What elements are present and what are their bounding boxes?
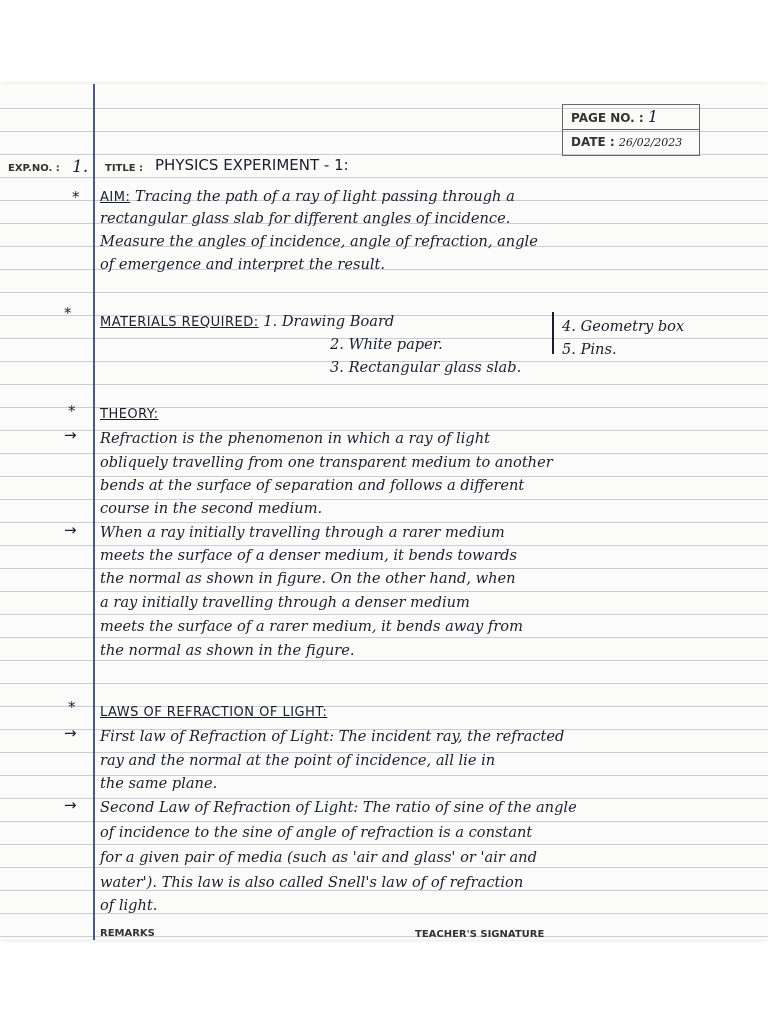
aim-bullet: *: [72, 188, 80, 206]
law1-line-3: the same plane.: [100, 775, 218, 792]
theory-heading-line: [100, 403, 158, 426]
exp-no-label: EXP.NO. :: [8, 163, 60, 174]
material-item-3: 3. Rectangular glass slab.: [330, 359, 522, 376]
page-info-box: [562, 104, 700, 156]
law2-line-2: of incidence to the sine of angle of refraction is a constant: [100, 824, 533, 841]
aim-line-2: rectangular glass slab for different angles of incidence.: [100, 210, 511, 227]
experiment-title: PHYSICS EXPERIMENT - 1:: [155, 156, 349, 174]
theory-para2-line-3: the normal as shown in figure. On the other hand, when: [100, 570, 516, 587]
theory-para2-line-2: meets the surface of a denser medium, it bends towards: [100, 547, 518, 564]
laws-heading: LAWS OF REFRACTION OF LIGHT:: [100, 705, 328, 720]
remarks-label: REMARKS: [100, 928, 155, 939]
theory-heading: THEORY:: [100, 407, 159, 422]
materials-heading: MATERIALS REQUIRED:: [100, 315, 259, 330]
law2-arrow: →: [64, 796, 77, 814]
law1-line-1: First law of Refraction of Light: The incident ray, the refracted: [100, 728, 565, 745]
theory-para1-line-3: bends at the surface of separation and follows a different: [100, 477, 525, 494]
theory-para1-arrow: →: [64, 426, 77, 444]
page-number-value: 1: [647, 107, 659, 126]
theory-bullet: *: [68, 402, 76, 420]
date-row: [563, 129, 699, 154]
law2-line-4: water'). This law is also called Snell's law of of refraction: [100, 874, 524, 891]
law2-line-1: Second Law of Refraction of Light: The ratio of sine of the angle: [100, 799, 577, 816]
aim-heading: AIM:: [100, 190, 131, 205]
aim-line-3: Measure the angles of incidence, angle of refraction, angle: [100, 233, 538, 250]
law1-line-2: ray and the normal at the point of incidence, all lie in: [100, 752, 496, 769]
materials-line-1: [100, 311, 394, 334]
page-number-row: [563, 105, 699, 129]
theory-para2-arrow: →: [64, 521, 77, 539]
material-item-4: 4. Geometry box: [562, 318, 685, 335]
teacher-signature-label: TEACHER'S SIGNATURE: [415, 929, 545, 940]
material-item-5: 5. Pins.: [562, 341, 617, 358]
theory-para2-line-6: the normal as shown in the figure.: [100, 642, 355, 659]
law2-line-3: for a given pair of media (such as 'air and glass' or 'air and: [100, 849, 537, 866]
law2-line-5: of light.: [100, 897, 158, 914]
theory-para2-line-5: meets the surface of a rarer medium, it bends away from: [100, 618, 523, 635]
theory-para2-line-4: a ray initially travelling through a denser medium: [100, 594, 470, 611]
aim-line-4: of emergence and interpret the result.: [100, 256, 386, 273]
theory-para1-line-4: course in the second medium.: [100, 500, 323, 517]
theory-para2-line-1: When a ray initially travelling through a rarer medium: [100, 524, 505, 541]
margin-line: [93, 84, 95, 940]
date-label: DATE :: [571, 135, 615, 149]
theory-para1-line-2: obliquely travelling from one transparent medium to another: [100, 454, 553, 471]
aim-text-1: Tracing the path of a ray of light passing through a: [134, 188, 515, 205]
page-number-label: PAGE NO. :: [571, 111, 644, 125]
laws-heading-line: [100, 701, 327, 724]
aim-line-1: [100, 186, 515, 209]
materials-bullet: *: [64, 304, 72, 322]
materials-divider: [552, 312, 554, 354]
title-label: TITLE :: [105, 163, 144, 174]
date-value: 26/02/2023: [618, 136, 683, 149]
material-item-1: 1. Drawing Board: [263, 313, 395, 330]
exp-no-value: 1.: [72, 157, 89, 177]
theory-para1-line-1: Refraction is the phenomenon in which a ray of light: [100, 430, 490, 447]
law1-arrow: →: [64, 724, 77, 742]
material-item-2: 2. White paper.: [330, 336, 443, 353]
laws-bullet: *: [68, 698, 76, 716]
